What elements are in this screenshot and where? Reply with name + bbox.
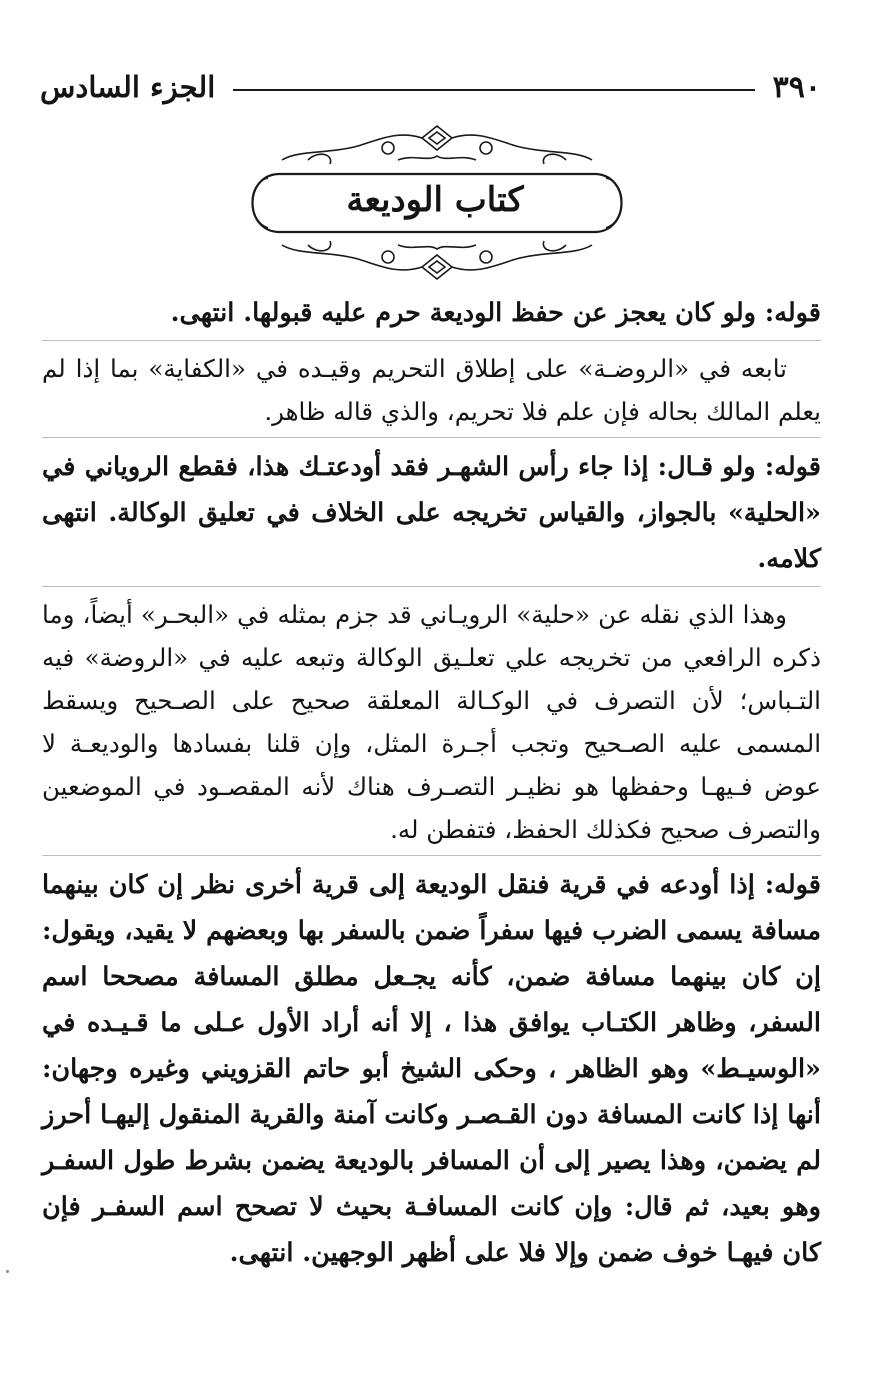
quote-paragraph: قوله: ولو قـال: إذا جاء رأس الشهـر فقد أودعتـك هذا، فقطع الروياني في «الحلية» بالجواز، والقياس تخريجه على الخلاف في تعليق الوكالة. انتهى كلامه. (42, 452, 821, 574)
header-rule (233, 89, 754, 91)
commentary-paragraph: وهذا الذي نقله عن «حلية» الرويـاني قد جزم بمثله في «البحـر» أيضاً، وما ذكره الرافعي من تخريجه علي تعلـيق الوكالة وتبعه عليه في «الروضة» فيه التـباس؛ لأن التصرف في الوكـالة المعلقة صحيح على الصـحيح ويسقط المسمى عليه الصـحيح وتجب أجـرة المثل، وإن قلنا بفسادها والوديعـة لا عوض فـيهـا وحفظها هو نظيـر التصـرف هناك لأنه المقصـود في الموضعين والتصرف صحيح فكذلك الحفظ، فتفطن له. (42, 600, 821, 844)
page-body (42, 290, 821, 1276)
quote-paragraph: قوله: إذا أودعه في قرية فنقل الوديعة إلى قرية أخرى نظر إن كان بينهما مسافة يسمى الضرب فيها سفراً ضمن بالسفر بها وبعضهم لا يقيد، ويقول: إن كان بينهما مسافة ضمن، كأنه يجـعل مطلق المسافة مصححا اسم السفر، وظاهر الكتـاب يوافق هذا ، إلا أنه أراد الأول عـلى ما قـيـده في «الوسيـط» وهو الظاهر ، وحكى الشيخ أبو حاتم القزويني وغيره وجهان: أنها إذا كانت المسافة دون القـصـر وكانت آمنة والقرية المنقول إليهـا أحرز لم يضمن، وهذا يصير إلى أن المسافر بالوديعة يضمن بشرط طول السفـر وهو بعيد، ثم قال: وإن كانت المسافـة بحيث لا تصحح اسم السفـر فإن كان فيهـا خوف ضمن وإلا فلا على أظهر الوجهين. انتهى. (42, 870, 821, 1268)
page-number: ٣٩٠ (772, 69, 821, 105)
running-title: الجزء السادس (40, 70, 216, 104)
paragraph-divider (42, 855, 821, 856)
quote-paragraph: قوله: ولو كان يعجز عن حفظ الوديعة حرم عليه قبولها. انتهى. (170, 298, 821, 328)
paragraph-divider (42, 340, 821, 341)
scan-speck (6, 1270, 9, 1273)
paragraph-divider (42, 437, 821, 438)
paragraph-divider (42, 586, 821, 587)
chapter-title: كتاب الوديعة (346, 180, 524, 220)
page-header (40, 64, 821, 110)
commentary-paragraph: تابعه في «الروضـة» على إطلاق التحريم وقيـده في «الكفاية» بما إذا لم يعلم المالك بحاله فإن علم فلا تحريم، والذي قاله ظاهر. (42, 354, 821, 426)
